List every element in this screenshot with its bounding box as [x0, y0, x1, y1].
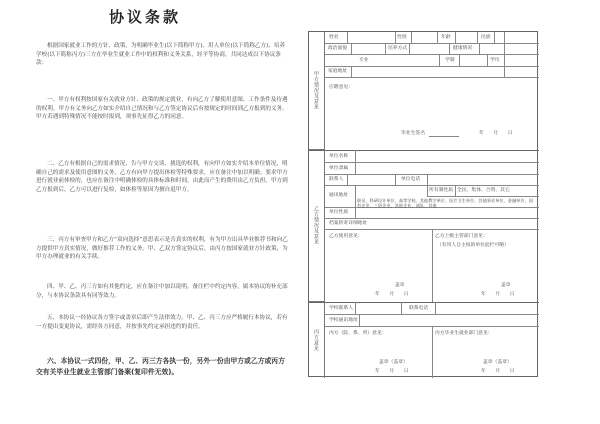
label-unit-contact: 联系人: [329, 177, 344, 182]
unit-type-options: 职员、科研设计单位、高等学校、其他教学单位、医疗卫生单位、其他事业单位、金融单位、国有企业、三资企业、其他企业、部队、其他: [357, 198, 533, 208]
paragraph-2: 二、乙方有根据自己的需求情况，告与甲方交谈、挑选的权利，有向甲方如实介绍本单位情况，明确自己的需求及使用意图的义务，乙方有向甲方提出体检等特殊要求，应在备注中加以明确；要求甲方进行就业前体检的，也应在备注中明确体检的具体标准和时间，由此而产生的费用由乙方负担。甲方到乙方报到后，乙方可以进行复检，如体检等原因为擅自退甲方。: [36, 161, 288, 193]
paragraph-1: 一、甲方有权利按国家有关就业方针、政策的规定就业，有向乙方了解使用意图、工作条件及待遇的权利。甲方有义务向乙方如实介绍自己情况和与乙方签定协议后有按规定的时间到乙方报到的义务。甲方若遇到特殊情况不能按时报到，须事先征得乙方的同意。: [36, 97, 288, 121]
paragraph-intro: 根据国家就业工作的方针、政策，为明确毕业生(以下简称甲方)、用人单位(以下简称乙方)、培养学校(以下简称丙方)三方在毕业生就业工作中的权利和义务关系，经平等协商，共同达成以下协议条款：: [36, 43, 286, 67]
label-degree: 学制: [445, 58, 455, 63]
label-name: 姓名: [329, 35, 339, 40]
label-unit-name: 单位名称: [329, 154, 349, 159]
label-employer-opinion: 乙方使用意见：: [329, 234, 363, 239]
label-school-contact: 学校联系人: [329, 306, 353, 311]
party-a-date: 年 月 日: [479, 131, 513, 136]
office-stamp: 盖章（盖章）: [483, 360, 512, 365]
label-unit-address: 通讯地址: [329, 193, 349, 198]
label-archive-address: 档案转寄详细地址: [329, 221, 368, 226]
ownership-options: 全民、集体、合资、其它: [457, 188, 510, 193]
faculty-date: 年 月 日: [375, 369, 409, 374]
section-party-a: 甲方情况及意见: [309, 32, 325, 150]
label-age: 年龄: [441, 35, 451, 40]
faculty-stamp: 盖章（盖章）: [379, 360, 408, 365]
label-unit-phone: 单位电话: [401, 177, 421, 182]
label-training: 培养方式: [388, 46, 408, 51]
label-gender: 性别: [397, 35, 407, 40]
paragraph-6: 六、本协议一式四份，甲、乙、丙三方各执一份，另外一份由甲方或乙方或丙方交有关毕业生就业主管部门备案(复印件无效)。: [36, 357, 285, 376]
label-authority-opinion: 乙方上级主管部门意见：: [435, 234, 488, 239]
authority-stamp: 盖章: [501, 283, 511, 288]
section-party-c: 丙方意见: [309, 302, 325, 378]
label-ownership: 所有制性质: [429, 188, 453, 193]
paragraph-3: 三、丙方有审查甲方和乙方“双向选择”意思表示是否真实的权利，有为甲方出具毕业推荐书和向乙方提供甲方真实情况，做好推荐工作的义务。甲、乙双方签定协议后，由丙方按国家就业方针政策，为甲方办理就业的有关手续。: [36, 237, 288, 261]
authority-note: （有用人自主权的单位此栏可略）: [437, 243, 509, 248]
employer-date: 年 月 日: [375, 292, 409, 297]
section-party-b: 乙方情况及意见: [309, 150, 325, 302]
label-political: 政治面貌: [328, 46, 348, 51]
agreement-form: [308, 31, 538, 377]
label-education: 学历: [490, 58, 500, 63]
label-employment-office-opinion: 丙方毕业生就业部门意见：: [435, 331, 493, 336]
label-health: 健康情况: [453, 46, 473, 51]
label-school-address: 学校通讯地址: [329, 318, 358, 323]
authority-date: 年 月 日: [481, 292, 515, 297]
agreement-title: 协议条款: [108, 8, 181, 26]
label-applicant-opinion: 应聘意见：: [329, 85, 353, 90]
label-home-address: 家庭地址: [328, 69, 348, 74]
label-unit-type: 单位性质: [329, 210, 349, 215]
label-unit-affiliation: 单位隶属: [329, 166, 349, 171]
agreement-page: [0, 0, 290, 424]
employer-stamp: 盖章: [395, 283, 405, 288]
label-faculty-opinion: 丙方（院、系、所）意见：: [329, 331, 387, 336]
label-major: 专业: [359, 58, 369, 63]
paragraph-4: 四、甲、乙、丙三方如有其他约定，应在备注中加以说明。备注栏中约定内容，属本协议的补充部分，与本协议条款具有同等效力。: [36, 284, 288, 299]
label-graduate-signature: 毕业生签名: [401, 131, 425, 136]
office-date: 年 月 日: [481, 369, 515, 374]
label-ethnicity: 民族: [481, 35, 491, 40]
paragraph-5: 五、本协议一经协议各方签字或盖章后即产生法律效力。甲、乙、丙三方应严格履行本协议，若有一方提出变更协议，需经各方同意，并按事先约定承担违约的责任。: [36, 315, 288, 330]
label-school-phone: 联系电话: [409, 306, 429, 311]
